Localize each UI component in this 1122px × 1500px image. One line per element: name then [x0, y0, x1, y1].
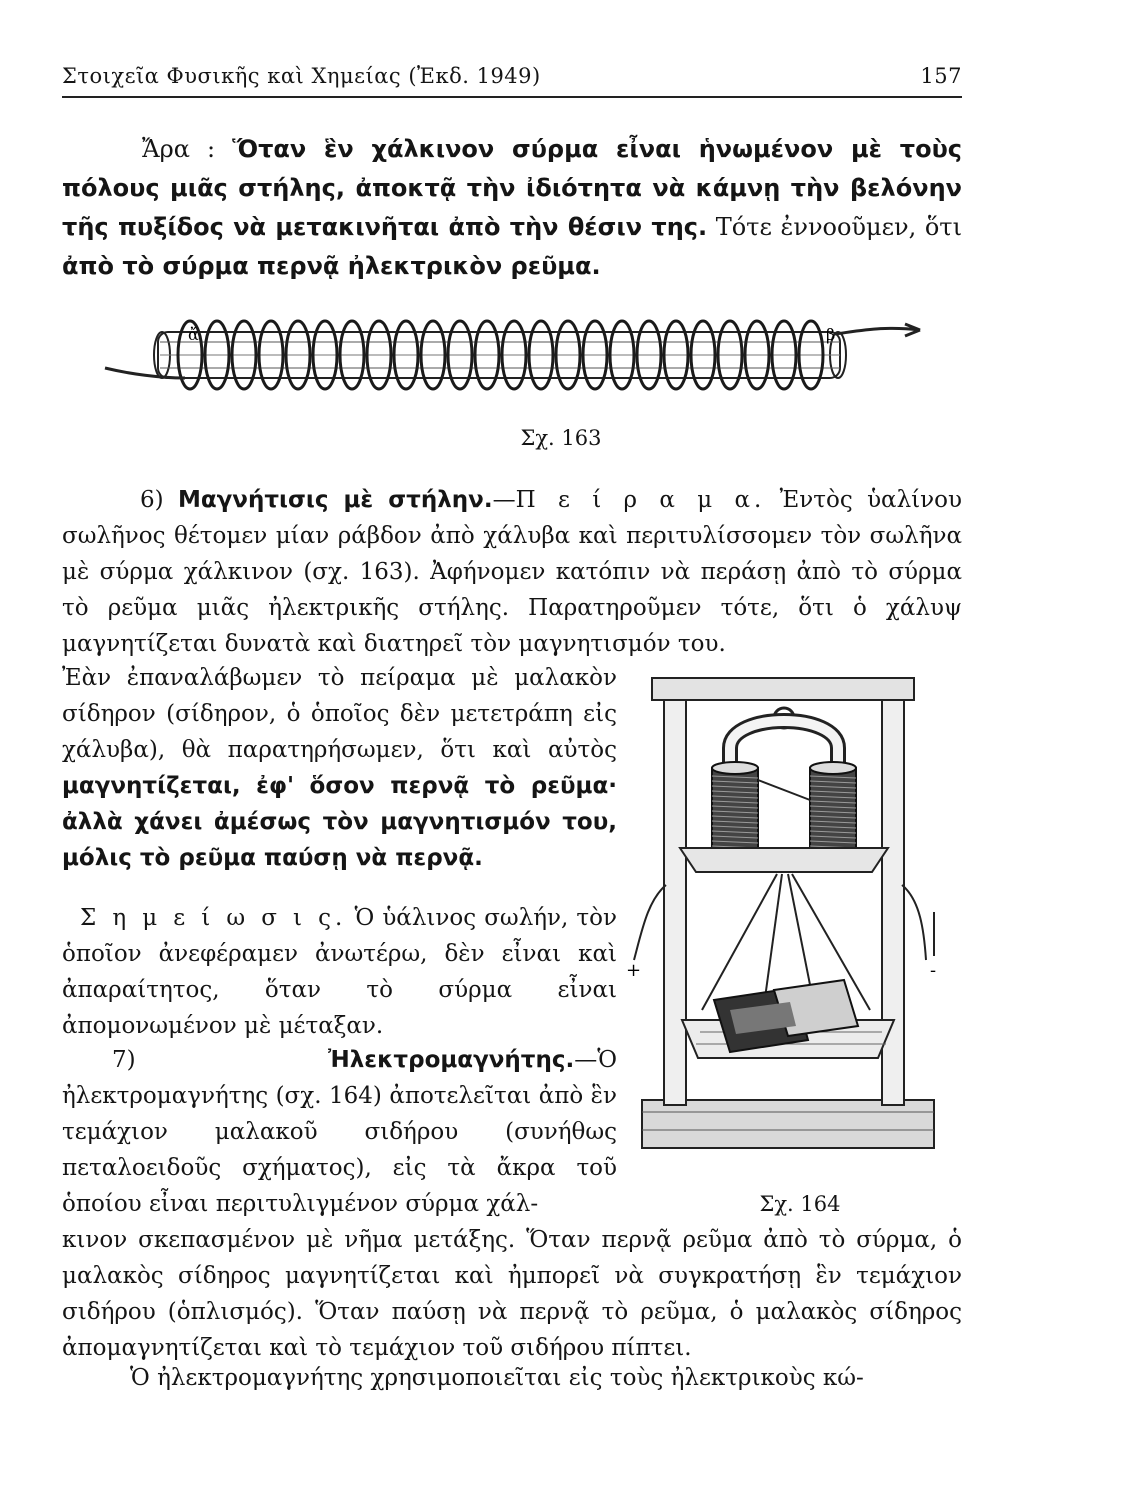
soft-iron-text: Ἐὰν ἐπαναλάβωμεν τὸ πείραμα μὲ μαλακὸν σίδηρον (σίδηρον, ὁ ὁποῖος δὲν μετετράπη εἰς χάλυβα), θὰ παρατηρήσωμεν, ὅτι καὶ αὐτὸς [62, 665, 617, 763]
wooden-frame [642, 678, 937, 1148]
figure-163-coil-illustration [90, 308, 950, 408]
minus-terminal: - [930, 960, 937, 981]
section-7-paragraph [62, 1042, 617, 1222]
soft-iron-paragraph [62, 660, 617, 876]
section-6-paragraph [62, 482, 962, 662]
figure-163-caption: Σχ. 163 [520, 426, 602, 450]
page-number: 157 [920, 64, 962, 88]
conclusion-prefix: Ἄρα : [142, 135, 233, 163]
coil-platform [680, 848, 888, 872]
section-7-dash: — [574, 1047, 598, 1073]
note-text: Ὁ ὑάλινος σωλήν, τὸν ὁποῖον ἀνεφέραμεν ἀνωτέρω, δὲν εἶναι καὶ ἀπαραίτητος, ὅταν τὸ σύρμα εἶναι ἀπομονωμένον μὲ μέταξαν. [62, 905, 617, 1039]
horseshoe-core [730, 708, 838, 770]
section-6-dash: — [492, 487, 516, 513]
note-label: Σ η μ ε ί ω σ ι ς. [80, 905, 347, 931]
section-6-heading: Μαγνήτισις μὲ στήλην. [177, 487, 493, 513]
figure-164-electromagnet-illustration [612, 660, 952, 1170]
experiment-label: Π ε ί ρ α μ α. [515, 487, 766, 513]
wire-coils [712, 762, 856, 848]
label-a: ἄ [188, 325, 199, 344]
label-b: β [826, 325, 836, 344]
conclusion-text: Τότε ἐννοοῦμεν, ὅτι [707, 213, 962, 241]
section-7-text: Ὁ ἠλεκτρομαγνήτης (σχ. 164) ἀποτελεῖται ἀπὸ ἓν τεμάχιον μαλακοῦ σιδήρου (συνήθως πεταλοειδοῦς σχήματος), εἰς τὰ ἄκρα τοῦ ὁποίου εἶναι περιτυλιγμένον σύρμα χάλ- [62, 1047, 617, 1217]
section-6-number: 6) [140, 487, 178, 513]
conclusion-emphasis: ἀπὸ τὸ σύρμα περνᾷ ἠλεκτρικὸν ρεῦμα. [62, 252, 601, 280]
section-6-text: Ἐντὸς ὑαλίνου σωλῆνος θέτομεν μίαν ράβδον ἀπὸ χάλυβα καὶ περιτυλίσσομεν τὸν σωλῆνα μὲ σύρμα χάλκινον (σχ. 163). Ἀφήνομεν κατόπιν νὰ περάσῃ ἀπὸ τὸ σύρμα τὸ ρεῦμα μιᾶς ἠλεκτρικῆς στήλης. Παρατηροῦμεν τότε, ὅτι ὁ χάλυψ μαγνητίζεται δυνατὰ καὶ διατηρεῖ τὸν μαγνητισμόν του. [62, 487, 962, 657]
running-head [62, 64, 962, 94]
soft-iron-emphasis: μαγνητίζεται, ἐφ' ὅσον περνᾷ τὸ ρεῦμα· ἀλλὰ χάνει ἀμέσως τὸν μαγνητισμόν του, μόλις τὸ ρεῦμα παύσῃ νὰ περνᾷ. [62, 773, 617, 871]
header-rule [62, 96, 962, 98]
conclusion-statement: Ὅταν ἓν χάλκινον σύρμα εἶναι ἡνωμένον μὲ τοὺς πόλους μιᾶς στήλης, ἀποκτᾷ τὴν ἰδιότητα νὰ κάμνῃ τὴν βελόνην τῆς πυξίδος νὰ μετακινῆται ἀπὸ τὴν θέσιν της. [62, 135, 963, 241]
conclusion-paragraph [62, 130, 962, 286]
section-7-number: 7) [112, 1047, 328, 1073]
closing-paragraph: Ὁ ἠλεκτρομαγνήτης χρησιμοποιεῖται εἰς τοὺς ἠλεκτρικοὺς κώ- [130, 1365, 864, 1391]
wire-lead-left [105, 368, 185, 378]
book-title: Στοιχεῖα Φυσικῆς καὶ Χημείας (Ἐκδ. 1949) [62, 64, 541, 88]
section-7-heading: Ἠλεκτρομαγνήτης. [327, 1047, 575, 1073]
section-7-continuation: κινον σκεπασμένον μὲ νῆμα μετάξης. Ὅταν περνᾷ ρεῦμα ἀπὸ τὸ σύρμα, ὁ μαλακὸς σίδηρος μαγνητίζεται καὶ ἠμπορεῖ νὰ συγκρατήσῃ ἓν τεμάχιον σιδήρου (ὁπλισμός). Ὅταν παύσῃ νὰ περνᾷ τὸ ρεῦμα, ὁ μαλακὸς σίδηρος ἀπομαγνητίζεται καὶ τὸ τεμάχιον τοῦ σιδήρου πίπτει. [62, 1227, 962, 1361]
figure-164-caption: Σχ. 164 [759, 1192, 841, 1216]
hanging-tray [682, 980, 894, 1058]
note-paragraph [62, 900, 617, 1044]
coil-windings [712, 776, 856, 848]
wire-lead-right [835, 324, 920, 336]
plus-terminal: + [626, 960, 642, 981]
